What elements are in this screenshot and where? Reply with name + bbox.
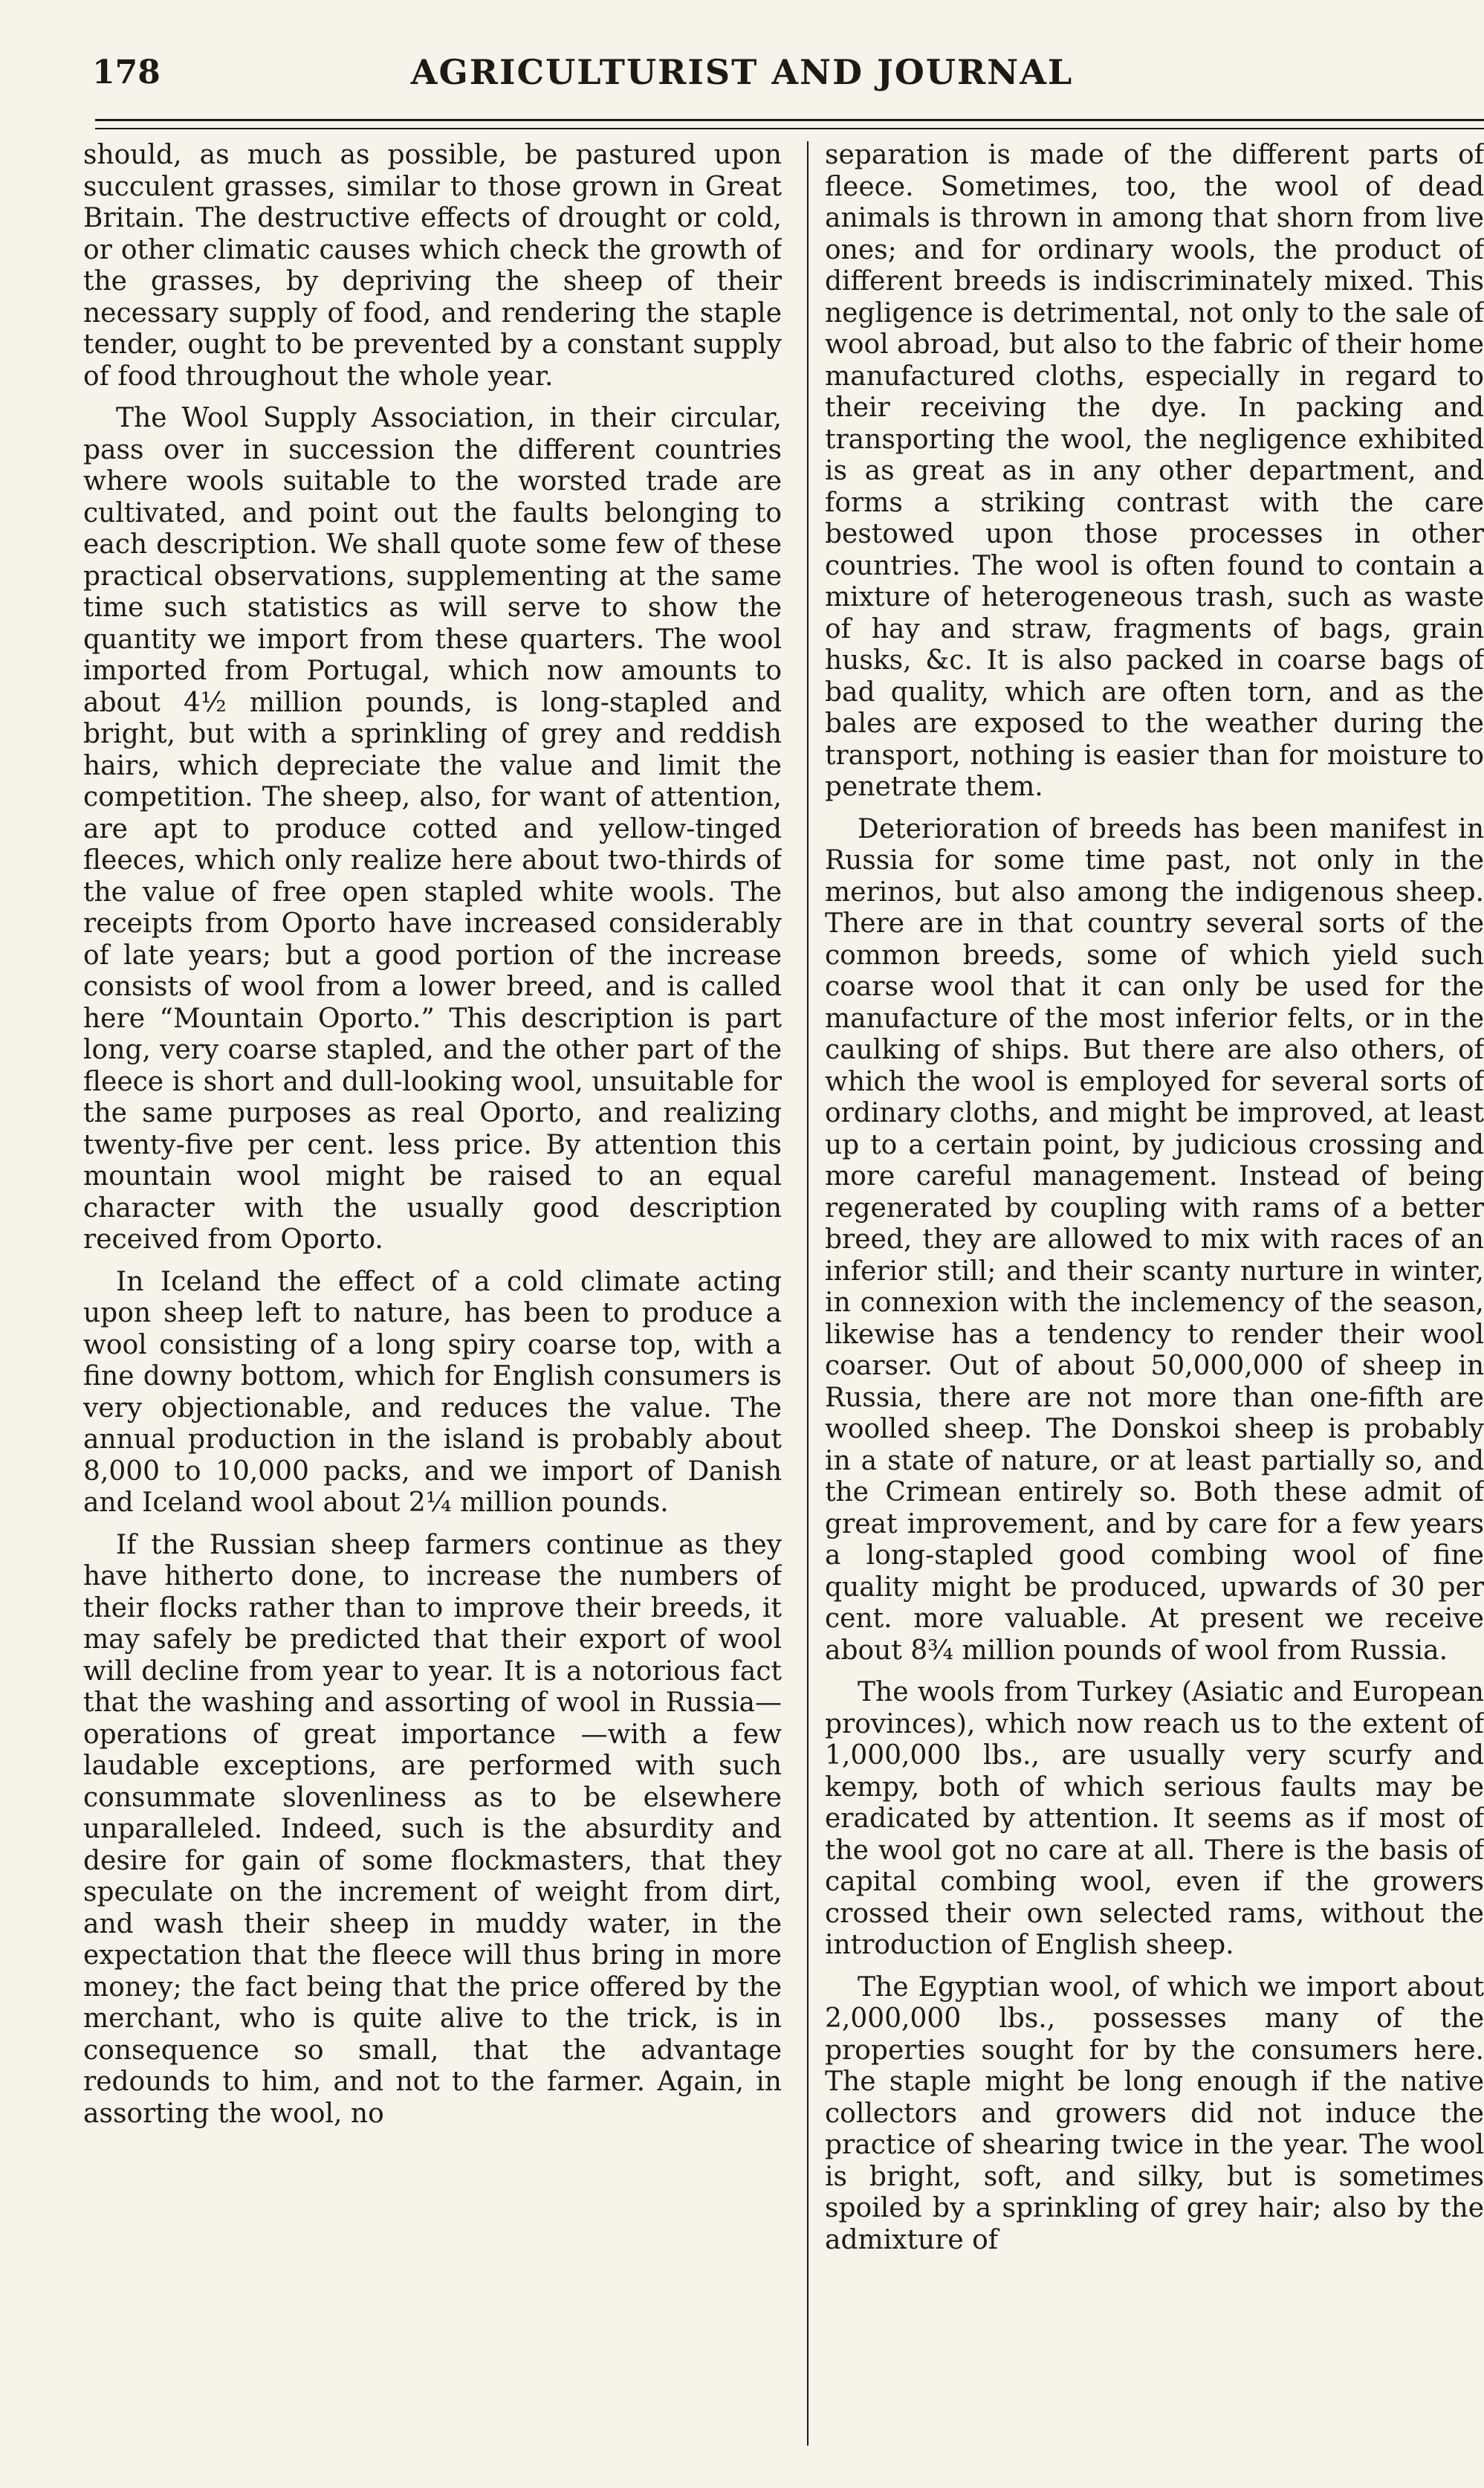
paragraph: The Wool Supply Association, in their circular, pass over in succession the different countries where wools suitable to the worsted trade are cultivated, and point out the faults belonging to each description. We shall quote some few of these practical observations, supplementing at the same time such statistics as will serve to show the quantity we import from these quarters. The wool imported from Portugal, which now amounts to about 4½ million pounds, is long-stapled and bright, but with a sprinkling of grey and reddish hairs, which depreciate the value and limit the competition. The sheep, also, for want of attention, are apt to produce cotted and yellow-tinged fleeces, which only realize here about two-thirds of the value of free open stapled white wools. The receipts from Oporto have increased considerably of late years; but a good portion of the increase consists of wool from a lower breed, and is called here “Mountain Oporto.” This description is part long, very coarse stapled, and the other part of the fleece is short and dull-looking wool, unsuitable for the same purposes as real Oporto, and realizing twenty-five per cent. less price. By attention this mountain wool might be raised to an equal character with the usually good description received from Oporto. (83, 403, 782, 1255)
paragraph: In Iceland the effect of a cold climate acting upon sheep left to nature, has been to produce a wool consisting of a long spiry coarse top, with a fine downy bottom, which for English consumers is very objectionable, and reduces the value. The annual production in the island is probably about 8,000 to 10,000 packs, and we import of Danish and Iceland wool about 2¼ million pounds. (83, 1266, 782, 1518)
page-number: 178 (92, 54, 161, 91)
header-rule-secondary (95, 128, 1484, 129)
right-column (825, 140, 1484, 2452)
running-head: AGRICULTURIST AND JOURNAL (410, 52, 1074, 92)
paragraph: The Egyptian wool, of which we import about 2,000,000 lbs., possesses many of the properties sought for by the consumers here. The staple might be long enough if the native collectors and growers did not induce the practice of shearing twice in the year. The wool is bright, soft, and silky, but is sometimes spoiled by a sprinkling of grey hair; also by the admixture of (825, 1971, 1484, 2255)
paragraph: The wools from Turkey (Asiatic and European provinces), which now reach us to the extent of 1,000,000 lbs., are usually very scurfy and kempy, both of which serious faults may be eradicated by attention. It seems as if most of the wool got no care at all. There is the basis of capital combing wool, even if the growers crossed their own selected rams, without the introduction of English sheep. (825, 1677, 1484, 1960)
paragraph: If the Russian sheep farmers continue as they have hitherto done, to increase the numbers of their flocks rather than to improve their breeds, it may safely be predicted that their export of wool will decline from year to year. It is a notorious fact that the washing and assorting of wool in Russia—operations of great importance —with a few laudable exceptions, are performed with such consummate slovenliness as to be elsewhere unparalleled. Indeed, such is the absurdity and desire for gain of some flockmasters, that they speculate on the increment of weight from dirt, and wash their sheep in muddy water, in the expectation that the fleece will thus bring in more money; the fact being that the price offered by the merchant, who is quite alive to the trick, is in consequence so small, that the advantage redounds to him, and not to the farmer. Again, in assorting the wool, no (83, 1529, 782, 2129)
column-divider (807, 141, 809, 2446)
paragraph: should, as much as possible, be pastured upon succulent grasses, similar to those grown in Great Britain. The destructive effects of drought or cold, or other climatic causes which check the growth of the grasses, by depriving the sheep of their necessary supply of food, and rendering the staple tender, ought to be prevented by a constant supply of food throughout the whole year. (83, 140, 782, 392)
header-rule (95, 119, 1484, 121)
paragraph: Deterioration of breeds has been manifest in Russia for some time past, not only in the merinos, but also among the indigenous sheep. There are in that country several sorts of the common breeds, some of which yield such coarse wool that it can only be used for the manufacture of the most inferior felts, or in the caulking of ships. But there are also others, of which the wool is employed for several sorts of ordinary cloths, and might be improved, at least up to a certain point, by judicious crossing and more careful management. Instead of being regenerated by coupling with rams of a better breed, they are allowed to mix with races of an inferior still; and their scanty nurture in winter, in connexion with the inclemency of the season, likewise has a tendency to render their wool coarser. Out of about 50,000,000 of sheep in Russia, there are not more than one-fifth are woolled sheep. The Donskoi sheep is probably in a state of nature, or at least partially so, and the Crimean entirely so. Both these admit of great improvement, and by care for a few years a long-stapled good combing wool of fine quality might be produced, upwards of 30 per cent. more valuable. At present we receive about 8¾ million pounds of wool from Russia. (825, 813, 1484, 1666)
left-column (83, 140, 782, 2452)
paragraph: separation is made of the different parts of fleece. Sometimes, too, the wool of dead animals is thrown in among that shorn from live ones; and for ordinary wools, the product of different breeds is indiscriminately mixed. This negligence is detrimental, not only to the sale of wool abroad, but also to the fabric of their home manufactured cloths, especially in regard to their receiving the dye. In packing and transporting the wool, the negligence exhibited is as great as in any other department, and forms a striking contrast with the care bestowed upon those processes in other countries. The wool is often found to contain a mixture of heterogeneous trash, such as waste of hay and straw, fragments of bags, grain husks, &c. It is also packed in coarse bags of bad quality, which are often torn, and as the bales are exposed to the weather during the transport, nothing is easier than for moisture to penetrate them. (825, 140, 1484, 802)
